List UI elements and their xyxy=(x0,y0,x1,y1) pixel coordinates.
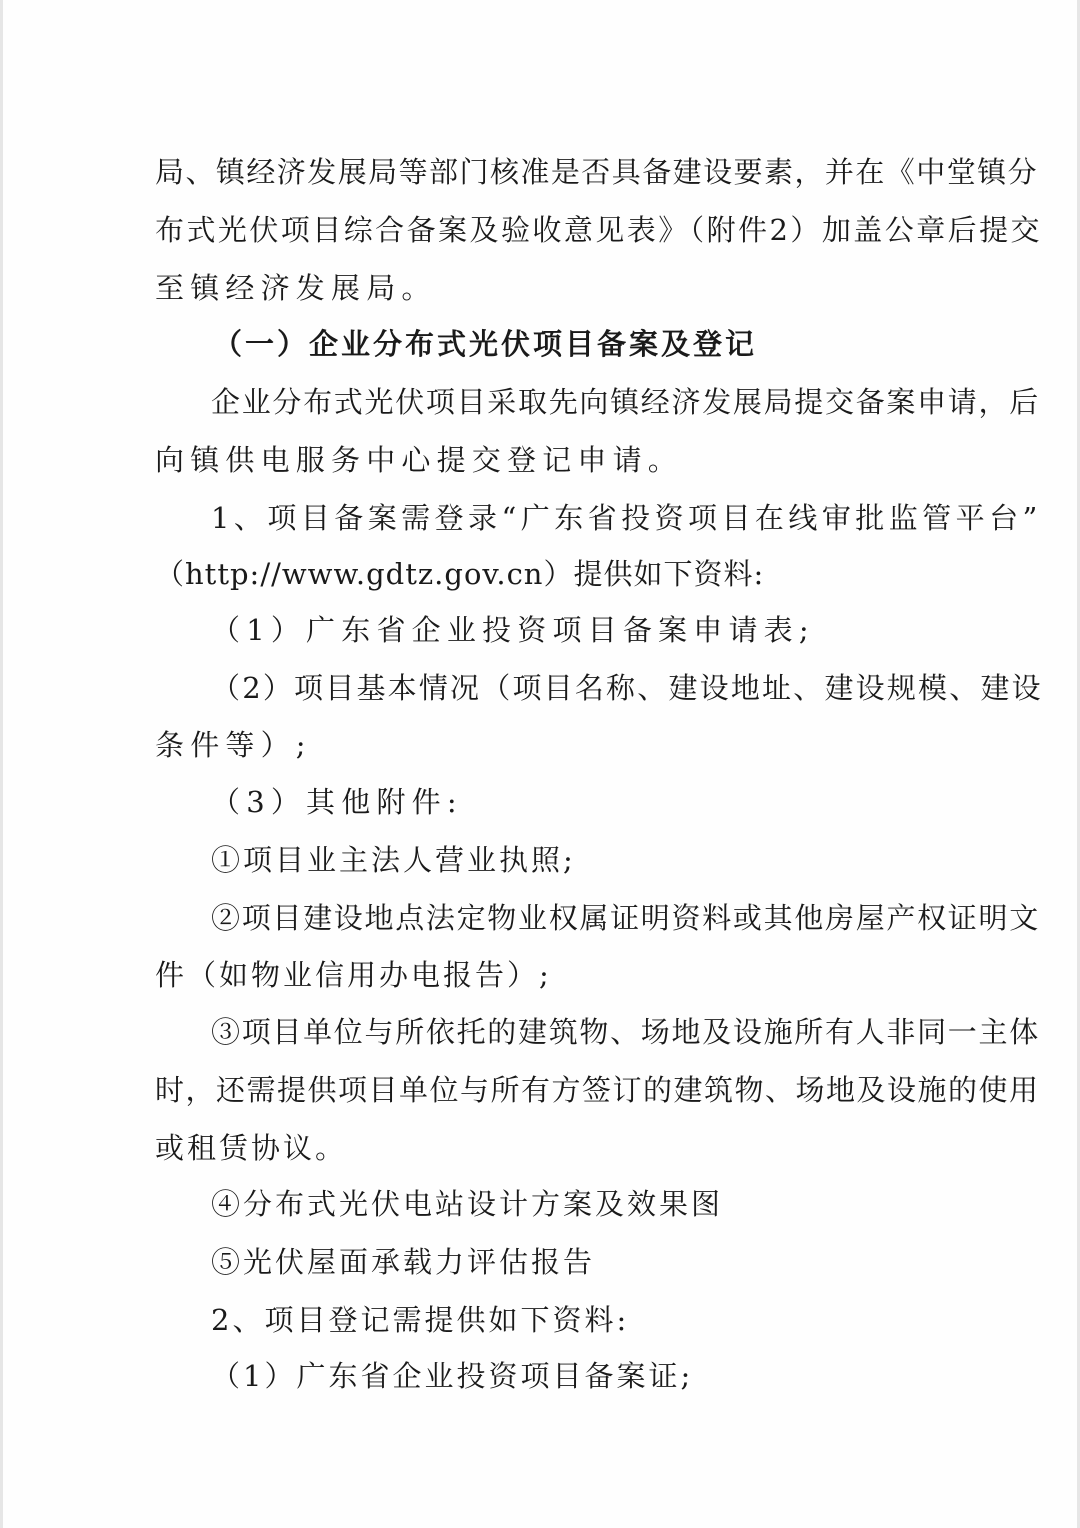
paragraph-line: （http://www.gdtz.gov.cn）提供如下资料: xyxy=(155,557,765,591)
list-item: ⑤光伏屋面承载力评估报告 xyxy=(211,1245,596,1279)
list-item: ③项目单位与所依托的建筑物、场地及设施所有人非同一主体 xyxy=(211,1015,1040,1049)
paragraph-line: 企业分布式光伏项目采取先向镇经济发展局提交备案申请，后 xyxy=(211,385,1040,419)
list-item: （3）其他附件: xyxy=(211,785,463,819)
list-item: （1）广东省企业投资项目备案证; xyxy=(211,1359,694,1393)
list-item: （1）广东省企业投资项目备案申请表; xyxy=(211,613,815,647)
list-item: ④分布式光伏电站设计方案及效果图 xyxy=(211,1187,724,1221)
paragraph-line: 至镇经济发展局。 xyxy=(155,271,437,305)
list-item: （2）项目基本情况（项目名称、建设地址、建设规模、建设 xyxy=(211,671,1043,705)
paragraph-line: 局、镇经济发展局等部门核准是否具备建设要素，并在《中堂镇分 xyxy=(155,155,1039,189)
list-item-continuation: 时，还需提供项目单位与所有方签订的建筑物、场地及设施的使用 xyxy=(155,1073,1040,1107)
section-heading: （一）企业分布式光伏项目备案及登记 xyxy=(213,327,758,361)
paragraph-line: 布式光伏项目综合备案及验收意见表》（附件2）加盖公章后提交 xyxy=(155,213,1043,247)
list-item: 2、项目登记需提供如下资料: xyxy=(211,1303,630,1337)
list-item: ②项目建设地点法定物业权属证明资料或其他房屋产权证明文 xyxy=(211,901,1040,935)
list-item-continuation: 件（如物业信用办电报告）; xyxy=(155,958,552,992)
list-item-continuation: 或租赁协议。 xyxy=(155,1131,348,1165)
paragraph-line: 向镇供电服务中心提交登记申请。 xyxy=(155,443,684,477)
list-item-continuation: 条件等）; xyxy=(155,728,312,762)
paragraph-line: 1、项目备案需登录“广东省投资项目在线审批监管平台” xyxy=(211,501,1042,535)
list-item: ①项目业主法人营业执照; xyxy=(211,843,576,877)
